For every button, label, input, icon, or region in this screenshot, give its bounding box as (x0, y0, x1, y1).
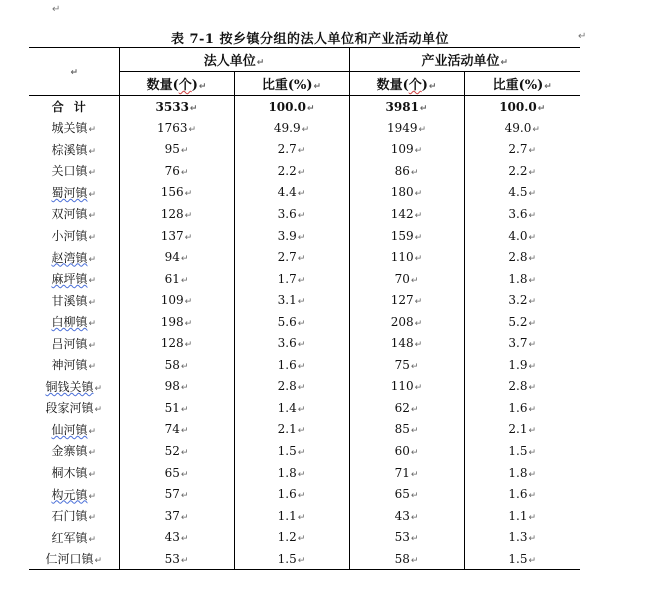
activity-share-cell: 1.9↵ (464, 354, 580, 376)
total-activity-count: 3981↵ (349, 96, 464, 118)
town-name-cell: 白柳镇↵ (29, 311, 119, 333)
town-name-cell: 小河镇↵ (29, 225, 119, 247)
activity-count-cell: 71↵ (349, 462, 464, 484)
total-activity-share: 100.0↵ (464, 96, 580, 118)
total-row (29, 96, 580, 118)
town-name-cell: 石门镇↵ (29, 505, 119, 527)
activity-count-cell: 53↵ (349, 526, 464, 548)
legal-share-header: 比重(%)↵ (234, 72, 349, 96)
town-name-cell: 赵湾镇↵ (29, 246, 119, 268)
total-label: 合计 (29, 96, 119, 118)
table-row (29, 440, 580, 462)
legal-share-cell: 4.4↵ (234, 182, 349, 204)
stub-header (29, 48, 119, 96)
total-legal-count: 3533↵ (155, 99, 198, 114)
legal-share-cell: 2.7↵ (234, 139, 349, 161)
legal-count-cell: 52↵ (164, 443, 189, 458)
activity-share-cell: 5.2↵ (464, 311, 580, 333)
activity-share-cell: 2.8↵ (464, 376, 580, 398)
legal-share-cell: 1.6↵ (234, 483, 349, 505)
activity-share-cell: 1.5↵ (464, 548, 580, 570)
activity-share-cell: 3.6↵ (464, 203, 580, 225)
activity-share-cell: 3.2↵ (464, 289, 580, 311)
legal-count-cell: 95↵ (164, 142, 189, 157)
activity-count-cell: 62↵ (349, 397, 464, 419)
table-row (29, 354, 580, 376)
table-row (29, 505, 580, 527)
legal-count-cell: 98↵ (164, 379, 189, 394)
table-row (29, 225, 580, 247)
legal-share-cell: 1.8↵ (234, 462, 349, 484)
activity-share-cell: 1.8↵ (464, 268, 580, 290)
table-row (29, 376, 580, 398)
legal-share-cell: 3.9↵ (234, 225, 349, 247)
legal-entity-group-header: 法人单位↵ (119, 48, 349, 72)
legal-count-cell: 57↵ (164, 487, 189, 502)
activity-share-cell: 49.0↵ (464, 117, 580, 139)
legal-count-cell: 51↵ (164, 400, 189, 415)
legal-share-cell: 3.1↵ (234, 289, 349, 311)
activity-share-cell: 1.8↵ (464, 462, 580, 484)
legal-count-cell: 43↵ (164, 530, 189, 545)
table-row (29, 246, 580, 268)
activity-count-cell: 142↵ (349, 203, 464, 225)
activity-share-cell: 1.6↵ (464, 483, 580, 505)
table-row (29, 526, 580, 548)
legal-count-cell: 156↵ (160, 185, 193, 200)
activity-share-header: 比重(%)↵ (464, 72, 580, 96)
activity-count-cell: 60↵ (349, 440, 464, 462)
legal-share-cell: 2.7↵ (234, 246, 349, 268)
activity-count-cell: 127↵ (349, 289, 464, 311)
legal-count-cell: 76↵ (164, 163, 189, 178)
activity-unit-group-header: 产业活动单位↵ (349, 48, 580, 72)
activity-share-cell: 2.7↵ (464, 139, 580, 161)
town-name-cell: 仙河镇↵ (29, 419, 119, 441)
activity-share-cell: 1.1↵ (464, 505, 580, 527)
town-name-cell: 蜀河镇↵ (29, 182, 119, 204)
table-row (29, 548, 580, 570)
table-row (29, 268, 580, 290)
legal-share-cell: 1.4↵ (234, 397, 349, 419)
activity-count-cell: 58↵ (349, 548, 464, 570)
table-title: 表 7-1 按乡镇分组的法人单位和产业活动单位 (170, 32, 450, 47)
paragraph-mark: ↵ (52, 4, 61, 15)
activity-share-cell: 1.5↵ (464, 440, 580, 462)
activity-count-cell: 159↵ (349, 225, 464, 247)
legal-count-cell: 53↵ (119, 548, 234, 570)
legal-count-cell: 58↵ (164, 357, 189, 372)
town-name-cell: 神河镇↵ (29, 354, 119, 376)
activity-count-cell: 110↵ (349, 376, 464, 398)
legal-count-cell: 37↵ (164, 508, 189, 523)
activity-count-header: 数量(个)↵ (349, 72, 464, 96)
legal-share-cell: 49.9↵ (234, 117, 349, 139)
legal-share-cell: 2.2↵ (234, 160, 349, 182)
table-row (29, 483, 580, 505)
activity-share-cell: 4.5↵ (464, 182, 580, 204)
activity-count-cell: 70↵ (349, 268, 464, 290)
legal-count-cell: 74↵ (164, 422, 189, 437)
table-row (29, 419, 580, 441)
activity-share-cell: 4.0↵ (464, 225, 580, 247)
legal-share-cell: 1.1↵ (234, 505, 349, 527)
table-row (29, 182, 580, 204)
paragraph-mark: ↵ (70, 68, 79, 78)
activity-share-cell: 2.8↵ (464, 246, 580, 268)
table-row (29, 203, 580, 225)
town-name-cell: 铜钱关镇↵ (29, 376, 119, 398)
town-name-cell: 仁河口镇↵ (29, 548, 119, 570)
activity-count-cell: 208↵ (349, 311, 464, 333)
activity-share-cell: 1.3↵ (464, 526, 580, 548)
legal-share-cell: 2.1↵ (234, 419, 349, 441)
town-name-cell: 城关镇↵ (29, 117, 119, 139)
statistics-table (29, 47, 580, 570)
legal-count-header: 数量(个)↵ (119, 72, 234, 96)
activity-count-cell: 110↵ (349, 246, 464, 268)
legal-count-cell: 61↵ (164, 271, 189, 286)
legal-share-cell: 1.6↵ (234, 354, 349, 376)
legal-share-cell: 1.5↵ (234, 440, 349, 462)
town-name-cell: 麻坪镇↵ (29, 268, 119, 290)
activity-count-cell: 1949↵ (349, 117, 464, 139)
legal-count-cell: 198↵ (160, 314, 193, 329)
activity-share-cell: 2.1↵ (464, 419, 580, 441)
legal-share-cell: 3.6↵ (234, 203, 349, 225)
table-row (29, 289, 580, 311)
town-name-cell: 桐木镇↵ (29, 462, 119, 484)
legal-share-cell: 1.2↵ (234, 526, 349, 548)
activity-count-cell: 65↵ (349, 483, 464, 505)
legal-share-cell: 1.7↵ (234, 268, 349, 290)
paragraph-mark: ↵ (578, 31, 587, 42)
activity-count-cell: 148↵ (349, 332, 464, 354)
town-name-cell: 甘溪镇↵ (29, 289, 119, 311)
activity-count-cell: 86↵ (349, 160, 464, 182)
town-name-cell: 棕溪镇↵ (29, 139, 119, 161)
legal-count-cell: 128↵ (160, 336, 193, 351)
activity-share-cell: 3.7↵ (464, 332, 580, 354)
activity-count-cell: 85↵ (349, 419, 464, 441)
activity-share-cell: 2.2↵ (464, 160, 580, 182)
town-name-cell: 红军镇↵ (29, 526, 119, 548)
town-name-cell: 段家河镇↵ (29, 397, 119, 419)
activity-share-cell: 1.6↵ (464, 397, 580, 419)
table-row (29, 332, 580, 354)
legal-share-cell: 3.6↵ (234, 332, 349, 354)
town-name-cell: 构元镇↵ (29, 483, 119, 505)
legal-count-cell: 94↵ (164, 250, 189, 265)
legal-share-cell: 2.8↵ (234, 376, 349, 398)
town-name-cell: 关口镇↵ (29, 160, 119, 182)
table-row (29, 139, 580, 161)
legal-count-cell: 109↵ (160, 293, 193, 308)
table-row (29, 311, 580, 333)
town-name-cell: 吕河镇↵ (29, 332, 119, 354)
legal-share-cell: 1.5↵ (234, 548, 349, 570)
town-name-cell: 双河镇↵ (29, 203, 119, 225)
table-row (29, 462, 580, 484)
activity-count-cell: 75↵ (349, 354, 464, 376)
legal-count-cell: 128↵ (160, 206, 193, 221)
activity-count-cell: 43↵ (349, 505, 464, 527)
table-row (29, 117, 580, 139)
legal-share-cell: 5.6↵ (234, 311, 349, 333)
table-row (29, 160, 580, 182)
activity-count-cell: 109↵ (349, 139, 464, 161)
legal-count-cell: 1763↵ (156, 120, 197, 135)
legal-count-cell: 137↵ (160, 228, 193, 243)
town-name-cell: 金寨镇↵ (29, 440, 119, 462)
legal-count-cell: 65↵ (164, 465, 189, 480)
total-legal-share: 100.0↵ (234, 96, 349, 118)
activity-count-cell: 180↵ (349, 182, 464, 204)
table-row (29, 397, 580, 419)
